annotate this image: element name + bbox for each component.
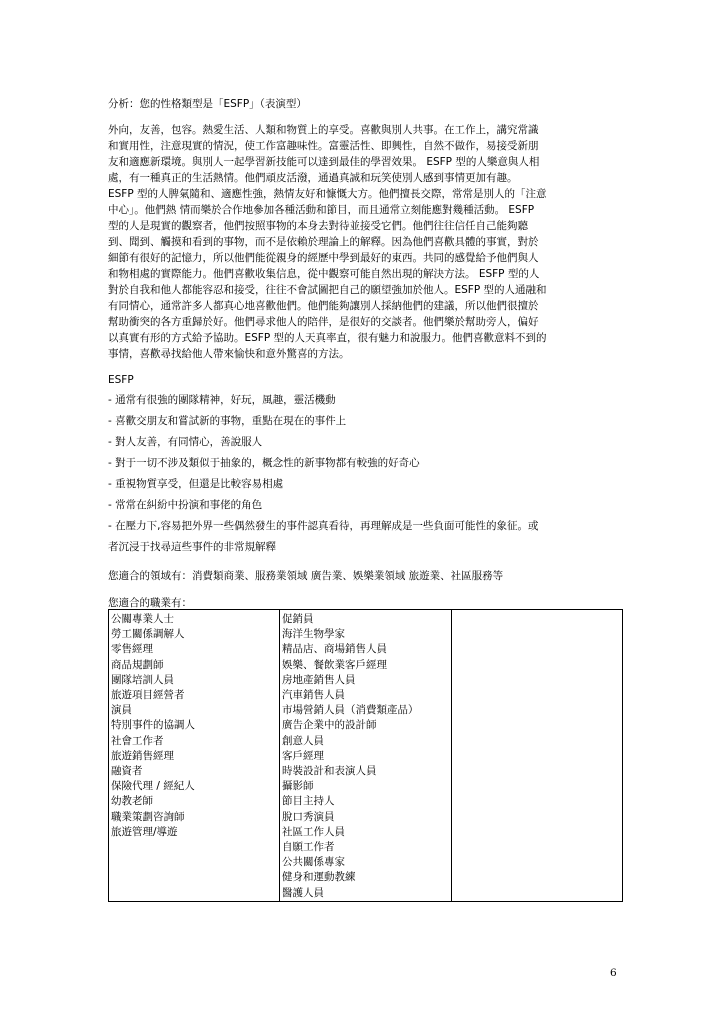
trait-item: - 在壓力下,容易把外界一些偶然發生的事件認真看待，再理解成是一些負面可能性的象征。或 <box>108 520 539 532</box>
career-item: 團隊培訓人員 <box>111 673 174 686</box>
paragraph-line: 有同情心，通常許多人都真心地喜歡他們。他們能夠讓別人採納他們的建議，所以他們很擅於 <box>108 300 539 312</box>
careers-list-1 <box>111 612 277 840</box>
paragraph-line: 事情，喜歡尋找給他人帶來愉快和意外驚喜的方法。 <box>108 348 350 360</box>
trait-item: - 喜歡交朋友和嘗試新的事物，重點在現在的事件上 <box>108 415 347 427</box>
paragraph-line: 型的人是現實的觀察者，他們按照事物的本身去對待並接受它們。他們往往信任自己能夠聽 <box>108 220 528 232</box>
career-item: 海洋生物學家 <box>282 628 345 641</box>
career-item: 演員 <box>111 704 132 717</box>
paragraph-line: 以真實有形的方式給予協助。ESFP 型的人天真率直，很有魅力和說服力。他們喜歡意料不到的 <box>108 332 547 344</box>
career-item: 旅遊管理/導遊 <box>111 825 178 838</box>
career-item: 房地產銷售人員 <box>282 673 356 686</box>
career-item: 社區工作人員 <box>282 825 345 838</box>
career-item: 健身和運動教練 <box>282 871 356 884</box>
paragraph-line: 和實用性，注意現實的情況，使工作富趣味性。富靈活性、即興性，自然不做作，易接受新朋 <box>108 140 539 152</box>
career-item: 廣告企業中的設計師 <box>282 719 377 732</box>
career-item: 勞工關係調解人 <box>111 628 185 641</box>
career-item: 攝影師 <box>282 780 314 793</box>
career-item: 客戶經理 <box>282 749 324 762</box>
career-item: 社會工作者 <box>111 734 164 747</box>
traits-title: ESFP <box>108 374 134 386</box>
trait-item: - 對于一切不涉及類似于抽象的，概念性的新事物都有較強的好奇心 <box>108 457 420 469</box>
career-item: 汽車銷售人員 <box>282 689 345 702</box>
career-item: 旅遊銷售經理 <box>111 749 174 762</box>
paragraph-line: 中心」。他們熱 情而樂於合作地參加各種活動和節目，而且通常立刻能應對幾種活動。 ESFP <box>108 204 535 216</box>
paragraph-line: 幫助衝突的各方重歸於好。他們尋求他人的陪伴，是很好的交談者。他們樂於幫助旁人，偏好 <box>108 316 539 328</box>
career-item: 精品店、商場銷售人員 <box>282 643 387 656</box>
career-item: 娛樂、餐飲業客戶經理 <box>282 658 387 671</box>
career-item: 零售經理 <box>111 643 153 656</box>
career-item: 時裝設計和表演人員 <box>282 765 377 778</box>
career-item: 特別事件的協調人 <box>111 719 195 732</box>
careers-column-3 <box>452 610 623 902</box>
career-item: 市場營銷人員（消費類產品） <box>282 704 419 717</box>
careers-list-2 <box>282 612 449 901</box>
careers-column-2 <box>280 610 452 902</box>
paragraph-line: 外向，友善，包容。熱愛生活、人類和物質上的享受。喜歡與別人共事。在工作上，講究常識 <box>108 124 539 136</box>
career-item: 公關專業人士 <box>111 613 174 625</box>
careers-column-1 <box>109 610 280 902</box>
page-number: 6 <box>610 967 617 979</box>
career-item: 促銷員 <box>282 613 314 625</box>
career-item: 自願工作者 <box>282 841 335 854</box>
career-item: 節目主持人 <box>282 795 335 808</box>
analysis-heading: 分析：您的性格類型是「ESFP」（表演型） <box>108 98 307 110</box>
paragraph-line: 友和適應新環境。與別人一起學習新技能可以達到最佳的學習效果。 ESFP 型的人樂意與人相 <box>108 156 540 168</box>
career-item: 幼教老師 <box>111 795 153 808</box>
paragraph-line: 對於自我和他人都能容忍和接受，往往不會試圖把自己的願望強加於他人。ESFP 型的人通融和 <box>108 284 547 296</box>
career-item: 醫護人員 <box>282 886 324 899</box>
career-item: 職業策劃咨詢師 <box>111 810 185 823</box>
paragraph-line: 細節有很好的記憶力，所以他們能從親身的經歷中學到最好的東西。共同的感覺給予他們與人 <box>108 252 539 264</box>
suitable-fields: 您適合的領域有：消費類商業、服務業領域 廣告業、娛樂業領域 旅遊業、社區服務等 <box>108 570 504 582</box>
career-item: 公共關係專家 <box>282 856 345 869</box>
trait-item: - 通常有很強的團隊精神，好玩，風趣，靈活機動 <box>108 394 336 406</box>
paragraph-line: 處，有一種真正的生活熱情。他們頑皮活潑，通過真誠和玩笑使別人感到事情更加有趣。 <box>108 172 518 184</box>
careers-table <box>108 609 623 902</box>
paragraph-line: 和物相處的實際能力。他們喜歡收集信息，從中觀察可能自然出現的解決方法。 ESFP 型的人 <box>108 268 540 280</box>
career-item: 脫口秀演員 <box>282 810 335 823</box>
trait-item: - 重視物質享受，但還是比較容易相處 <box>108 478 284 490</box>
paragraph-line: 到、聞到、觸摸和看到的事物，而不是依賴於理論上的解釋。因為他們喜歡具體的事實，對於 <box>108 236 539 248</box>
career-item: 旅遊項目經營者 <box>111 689 185 702</box>
career-item: 商品規劃師 <box>111 658 164 671</box>
career-item: 融資者 <box>111 765 143 778</box>
trait-item: - 常常在糾紛中扮演和事佬的角色 <box>108 499 263 511</box>
page-content <box>108 96 620 611</box>
trait-continuation: 者沉浸于找尋這些事件的非常規解釋 <box>108 541 276 553</box>
paragraph-line: ESFP 型的人脾氣隨和、適應性強，熱情友好和慷慨大方。他們擅長交際，常常是別人的「注意 <box>108 188 547 200</box>
career-item: 創意人員 <box>282 734 324 747</box>
trait-item: - 對人友善，有同情心，善說服人 <box>108 436 263 448</box>
careers-label: 您適合的職業有： <box>108 597 192 609</box>
career-item: 保險代理 / 經紀人 <box>111 780 195 793</box>
analysis-paragraph <box>108 122 620 362</box>
